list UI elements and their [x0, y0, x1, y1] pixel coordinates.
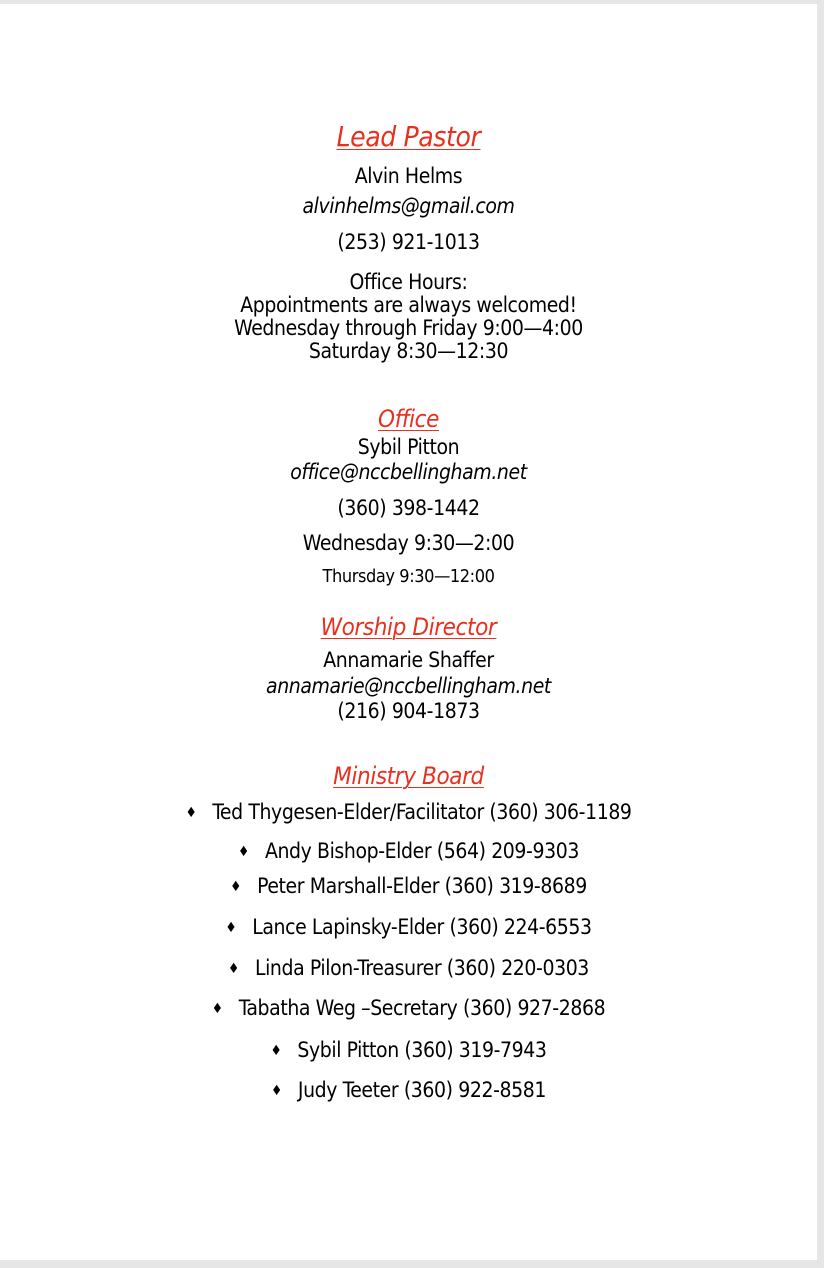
board-member-text: Ted Thygesen-Elder/Facilitator (360) 306-1189	[212, 800, 632, 824]
office-hours-note: Appointments are always welcomed!	[240, 293, 577, 317]
lead-pastor-name: Alvin Helms	[354, 164, 463, 188]
ministry-board-heading: Ministry Board	[333, 762, 484, 790]
diamond-bullet-icon: ♦	[270, 1043, 282, 1059]
board-member-item	[0, 841, 817, 862]
diamond-bullet-icon: ♦	[211, 1001, 223, 1017]
worship-director-heading: Worship Director	[320, 613, 497, 641]
board-member-item	[0, 917, 817, 938]
lead-pastor-heading: Lead Pastor	[336, 120, 481, 153]
diamond-bullet-icon: ♦	[225, 920, 237, 936]
diamond-bullet-icon: ♦	[238, 844, 249, 860]
worship-director-name: Annamarie Shaffer	[323, 648, 494, 672]
diamond-bullet-icon: ♦	[230, 879, 242, 895]
diamond-bullet-icon: ♦	[271, 1083, 282, 1099]
board-member-item	[0, 876, 817, 897]
worship-director-email: annamarie@nccbellingham.net	[266, 674, 551, 698]
board-member-item	[0, 1080, 817, 1101]
office-hours-label: Office Hours:	[349, 270, 468, 294]
lead-pastor-email: alvinhelms@gmail.com	[302, 194, 515, 218]
lead-pastor-phone: (253) 921-1013	[337, 230, 480, 254]
board-member-text: Peter Marshall-Elder (360) 319-8689	[257, 874, 587, 898]
board-member-text: Sybil Pitton (360) 319-7943	[297, 1038, 547, 1062]
office-hours-saturday: Saturday 8:30—12:30	[308, 339, 509, 363]
office-hours-weekday: Wednesday through Friday 9:00—4:00	[234, 316, 583, 340]
board-member-text: Lance Lapinsky-Elder (360) 224-6553	[252, 915, 592, 939]
diamond-bullet-icon: ♦	[185, 805, 197, 821]
board-member-text: Tabatha Weg –Secretary (360) 927-2868	[238, 996, 606, 1020]
office-heading: Office	[378, 405, 439, 433]
board-member-item	[0, 802, 817, 823]
diamond-bullet-icon: ♦	[228, 961, 239, 977]
board-member-item	[0, 1040, 817, 1061]
board-member-item	[0, 958, 817, 979]
document-page	[0, 4, 817, 1260]
office-email: office@nccbellingham.net	[290, 460, 527, 484]
board-member-item	[0, 998, 817, 1019]
board-member-text: Judy Teeter (360) 922-8581	[297, 1078, 546, 1102]
office-phone: (360) 398-1442	[337, 496, 480, 520]
board-member-text: Andy Bishop-Elder (564) 209-9303	[264, 839, 579, 863]
office-thursday-hours: Thursday 9:30—12:00	[322, 566, 495, 587]
office-name: Sybil Pitton	[357, 435, 460, 459]
office-wednesday-hours: Wednesday 9:30—2:00	[302, 531, 515, 555]
worship-director-phone: (216) 904-1873	[337, 699, 480, 723]
board-member-text: Linda Pilon-Treasurer (360) 220-0303	[254, 956, 589, 980]
